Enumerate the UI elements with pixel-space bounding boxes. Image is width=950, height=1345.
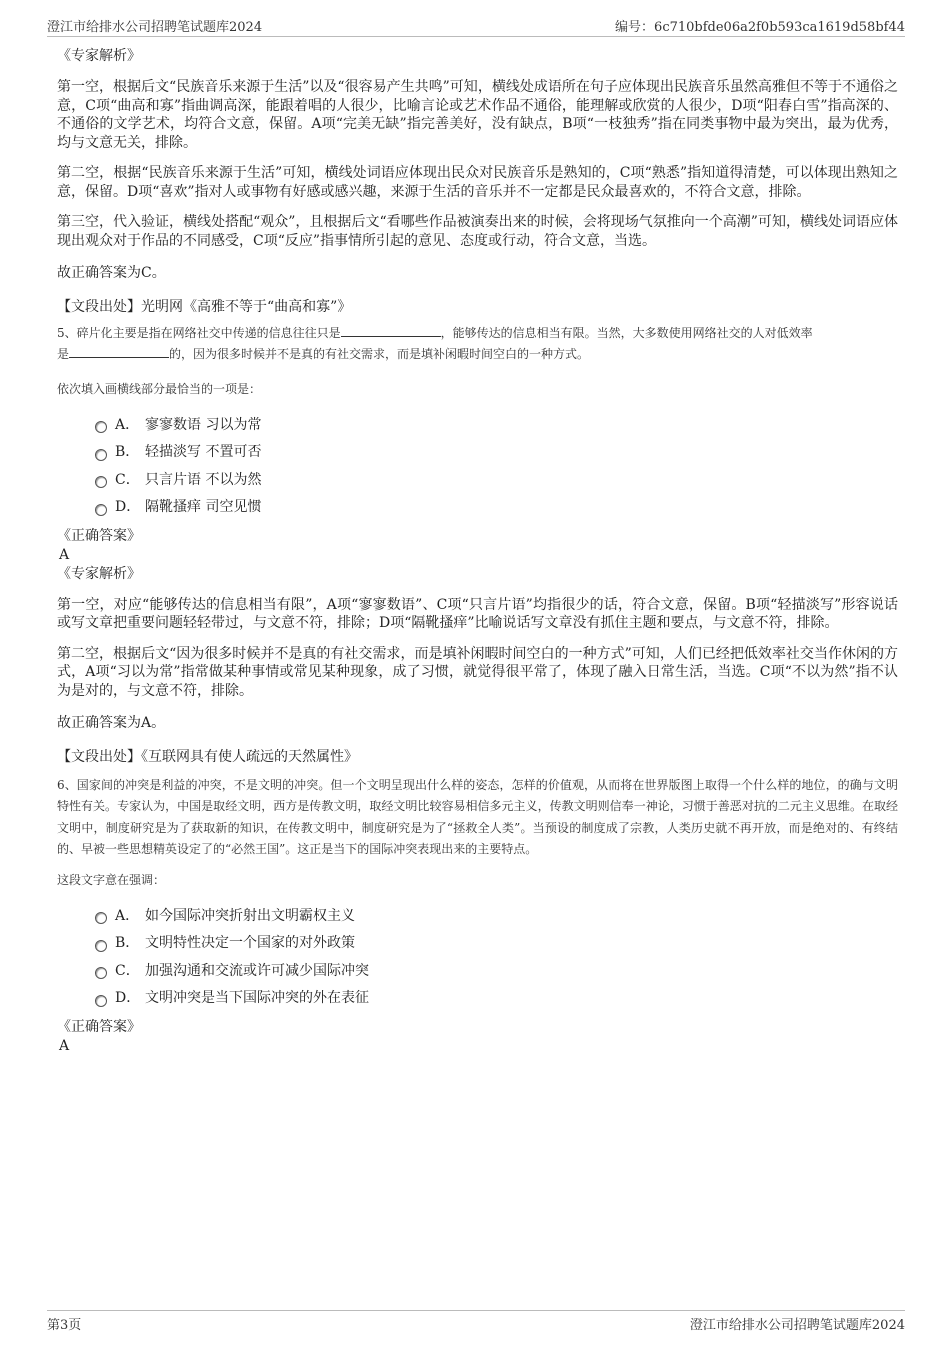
blank-2	[69, 345, 169, 358]
page-header	[47, 14, 905, 37]
analysis-paragraph: 第一空，对应“能够传达的信息相当有限”，A项“寥寥数语”、C项“只言片语”均指很少的话，符合文意，保留。B项“轻描淡写”形容说话或写文章把重要问题轻轻带过，与文意不符，排除；D项“隔靴搔痒”比喻说话写文章没有抓住主题和要点，与文意不符，排除。	[57, 596, 898, 631]
header-code: 编号：6c710bfde06a2f0b593ca1619d58bf44	[615, 20, 905, 35]
correct-answer-label: 《正确答案》	[57, 527, 141, 544]
analysis-paragraph: 第二空，根据“民族音乐来源于生活”可知，横线处词语应体现出民众对民族音乐是熟知的，C项“熟悉”指知道得清楚，可以体现出熟知之意，保留。D项“喜欢”指对人或事物有好感或感兴趣，来源于生活的音乐并不一定都是民众最喜欢的，不符合文意，排除。	[57, 165, 898, 200]
source-citation: 【文段出处】《互联网具有使人疏远的天然属性》	[57, 748, 358, 765]
footer-title: 澄江市给排水公司招聘笔试题库2024	[689, 1318, 905, 1333]
page-footer	[47, 1310, 905, 1333]
radio-icon[interactable]	[95, 449, 107, 461]
source-citation: 【文段出处】光明网《高雅不等于“曲高和寡”》	[57, 298, 352, 315]
question-6-text: 6、国家间的冲突是利益的冲突，不是文明的冲突。但一个文明呈现出什么样的姿态，怎样的价值观，从而将在世界版图上取得一个什么样的地位，的确与文明特性有关。专家认为，中国是取经文明，西方是传教文明，取经文明比较容易相信多元主义，传教文明则信奉一神论，习惯于善恶对抗的二元主义思维。在取经文明中，制度研究是为了获取新的知识，在传教文明中，制度研究是为了“拯救全人类”。当预设的制度成了宗教，人类历史就不再开放，而是绝对的、有终结的、早被一些思想精英设定了的“必然王国”。这正是当下的国际冲突表现出来的主要特点。	[57, 777, 898, 856]
question-5-text: 5、碎片化主要是指在网络社交中传递的信息往往只是 ，能够传达的信息相当有限。当然，大多数使用网络社交的人对低效率 是 的，因为很多时候并不是真的有社交需求，而是填补闲暇时间空白的一种方式。	[57, 325, 813, 361]
option-b[interactable]: B． 轻描淡写 不置可否	[95, 439, 898, 467]
radio-icon[interactable]	[95, 912, 107, 924]
page-number: 第3页	[47, 1318, 82, 1333]
analysis-conclusion: 故正确答案为C。	[57, 265, 166, 281]
radio-icon[interactable]	[95, 476, 107, 488]
expert-analysis-label: 《专家解析》	[57, 48, 141, 64]
radio-icon[interactable]	[95, 421, 107, 433]
radio-icon[interactable]	[95, 967, 107, 979]
analysis-conclusion: 故正确答案为A。	[57, 715, 166, 731]
question-5-options	[57, 412, 898, 522]
question-6-options	[57, 903, 898, 1013]
analysis-paragraph: 第一空，根据后文“民族音乐来源于生活”以及“很容易产生共鸣”可知，横线处成语所在句子应体现出民族音乐虽然高雅但不等于不通俗之意，C项“曲高和寡”指曲调高深，能跟着唱的人很少，比喻言论或艺术作品不通俗，能理解或欣赏的人很少，D项“阳春白雪”指高深的、不通俗的文学艺术，均符合文意，保留。A项“完美无缺”指完善美好，没有缺点，B项“一枝独秀”指在同类事物中最为突出，最为优秀，均与文意无关，排除。	[57, 79, 898, 151]
header-title: 澄江市给排水公司招聘笔试题库2024	[47, 20, 263, 35]
correct-answer: A	[59, 546, 70, 563]
option-d[interactable]: D． 隔靴搔痒 司空见惯	[95, 494, 898, 522]
blank-1	[341, 324, 441, 337]
question-6-prompt: 这段文字意在强调：	[57, 872, 166, 887]
radio-icon[interactable]	[95, 995, 107, 1007]
analysis-paragraph: 第二空，根据后文“因为很多时候并不是真的有社交需求，而是填补闲暇时间空白的一种方式”可知，人们已经把低效率社交当作休闲的方式，A项“习以为常”指常做某种事情或常见某种现象，成了习惯，就觉得很平常了，体现了融入日常生活，当选。C项“不以为然”指不认为是对的，与文意不符，排除。	[57, 645, 898, 699]
option-a[interactable]: A． 寥寥数语 习以为常	[95, 412, 898, 440]
analysis-paragraph: 第三空，代入验证，横线处搭配“观众”，且根据后文“看哪些作品被演奏出来的时候，会将现场气氛推向一个高潮”可知，横线处词语应体现出观众对于作品的不同感受，C项“反应”指事情所引起的意见、态度或行动，符合文意，当选。	[57, 214, 898, 249]
option-d[interactable]: D． 文明冲突是当下国际冲突的外在表征	[95, 985, 898, 1013]
question-5-prompt: 依次填入画横线部分最恰当的一项是：	[57, 381, 262, 396]
option-b[interactable]: B． 文明特性决定一个国家的对外政策	[95, 930, 898, 958]
page-content	[57, 46, 898, 1055]
radio-icon[interactable]	[95, 940, 107, 952]
option-c[interactable]: C． 加强沟通和交流或许可减少国际冲突	[95, 958, 898, 986]
expert-analysis-label: 《专家解析》	[57, 565, 141, 582]
correct-answer: A	[59, 1037, 70, 1054]
option-a[interactable]: A． 如今国际冲突折射出文明霸权主义	[95, 903, 898, 931]
correct-answer-label: 《正确答案》	[57, 1018, 141, 1035]
radio-icon[interactable]	[95, 504, 107, 516]
option-c[interactable]: C． 只言片语 不以为然	[95, 467, 898, 495]
